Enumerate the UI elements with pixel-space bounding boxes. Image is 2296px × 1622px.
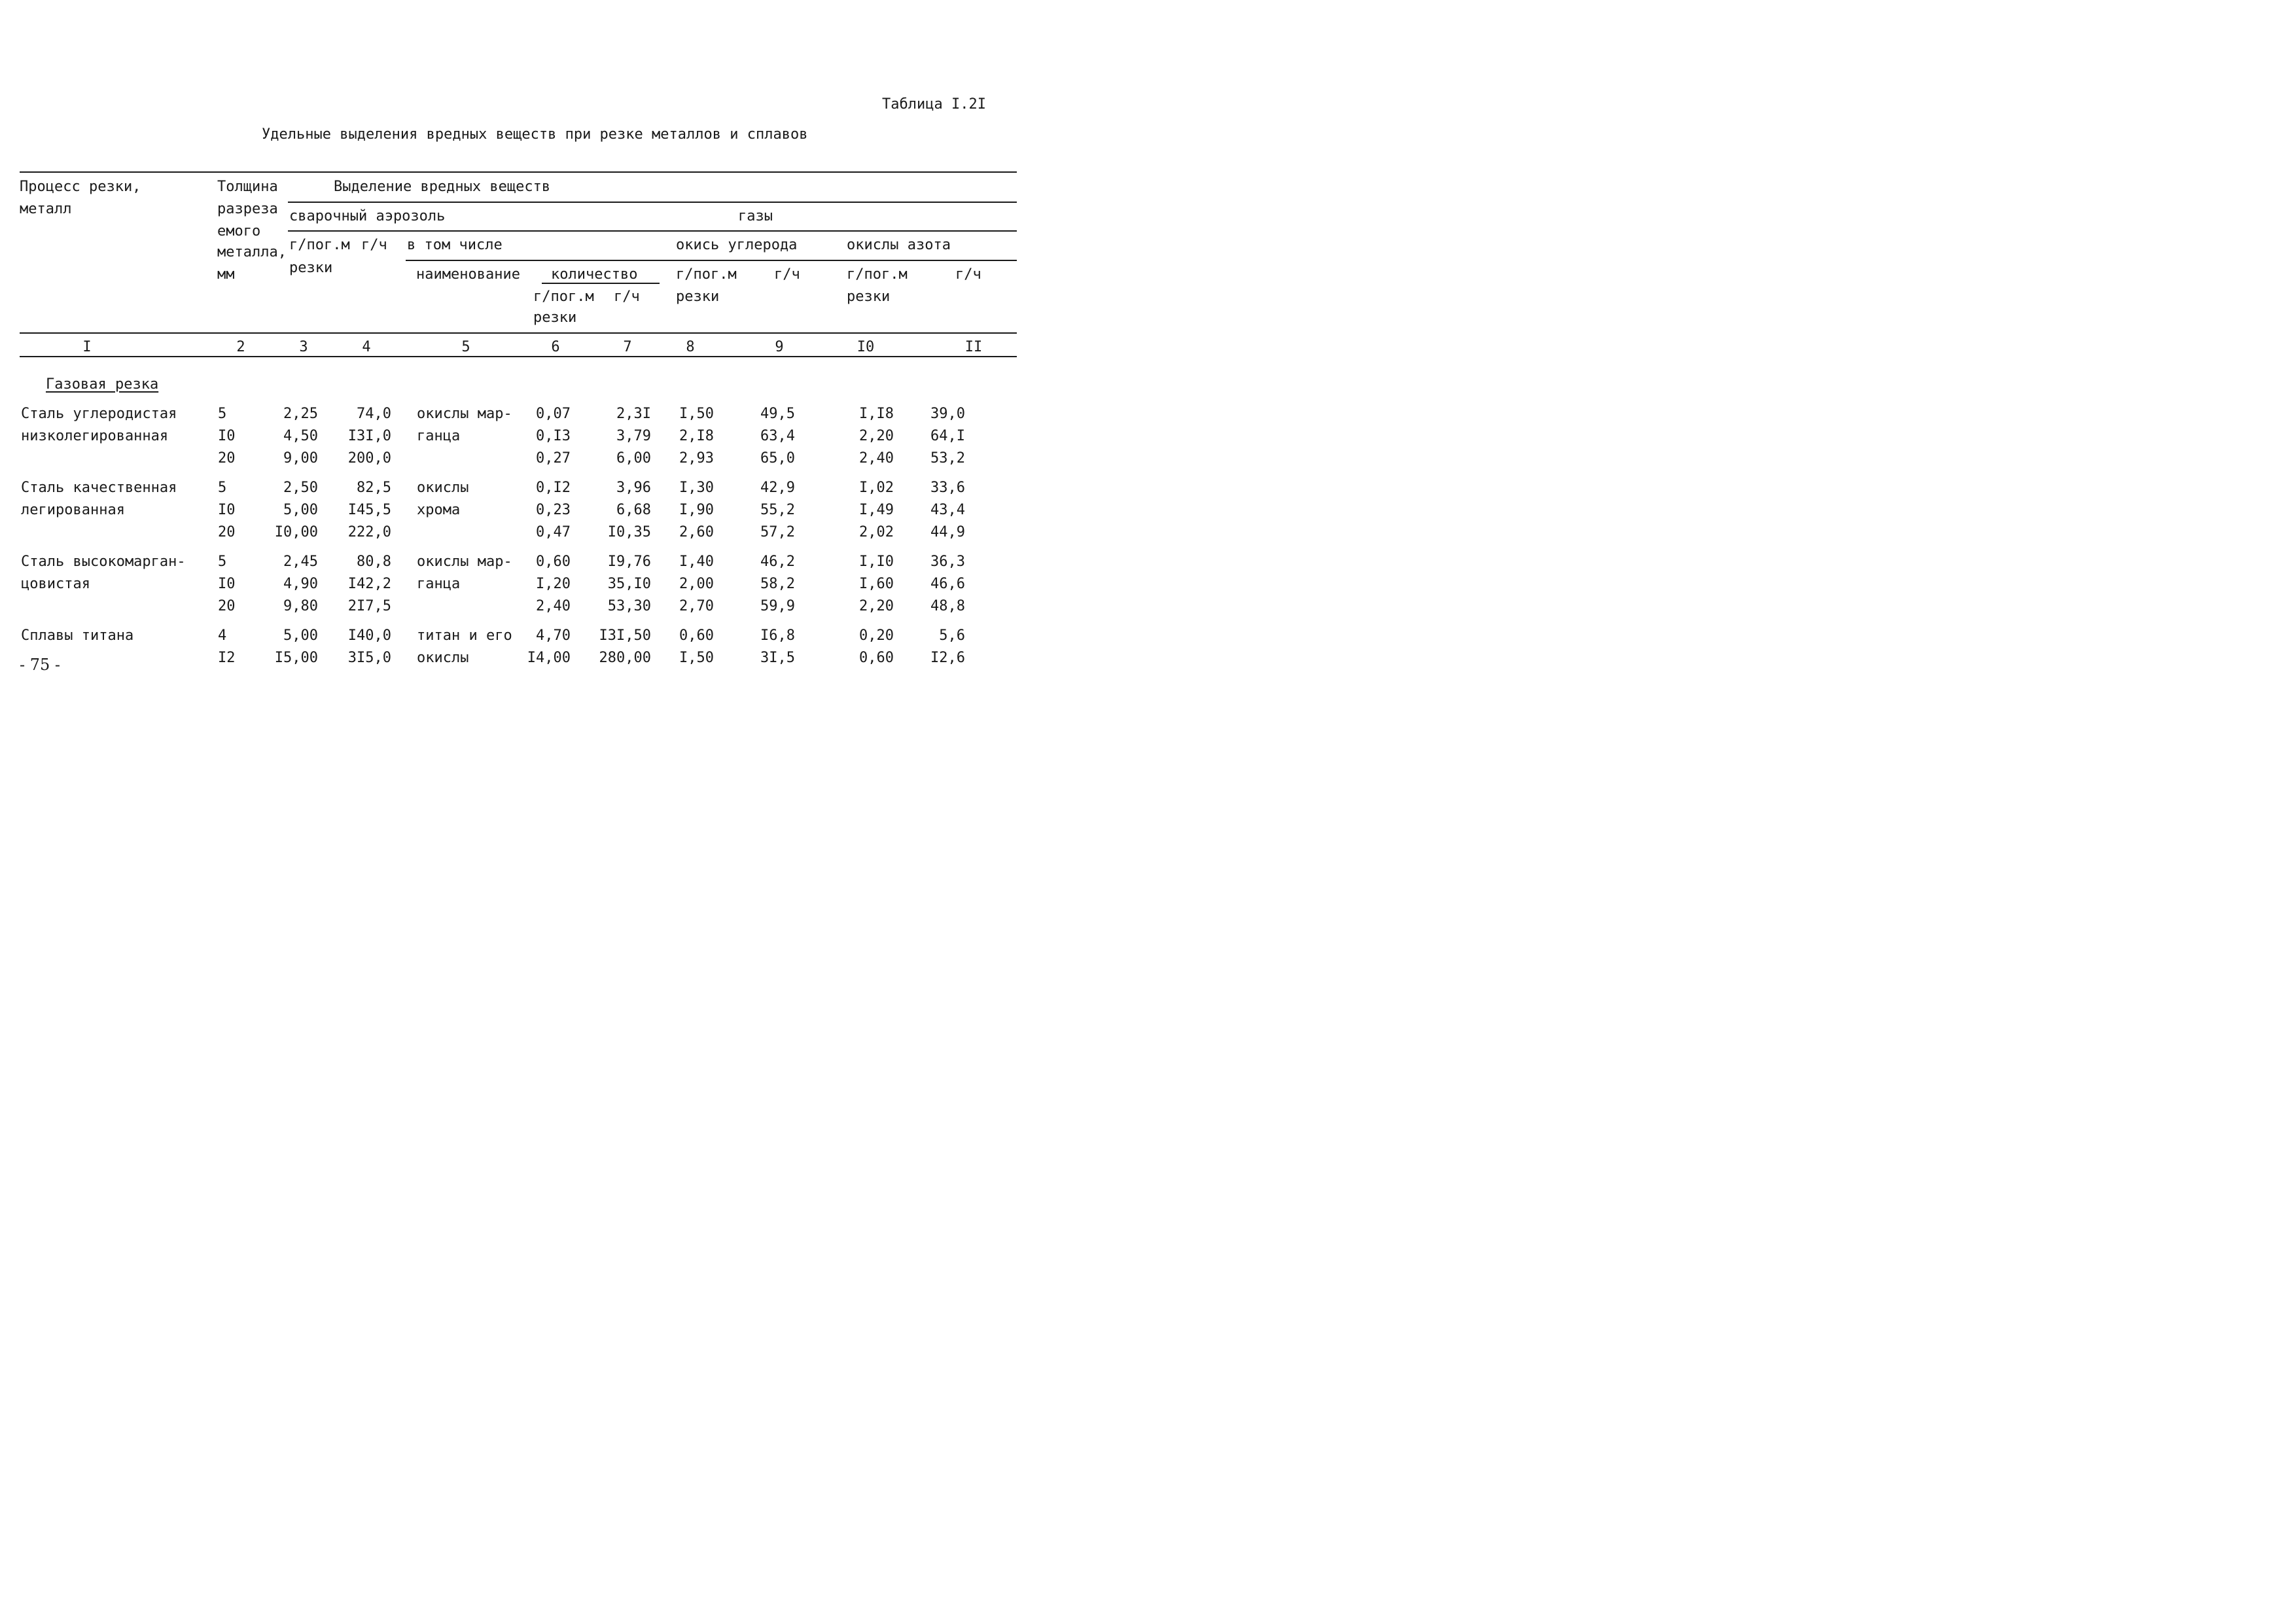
data-cell: 53,2 bbox=[930, 450, 965, 467]
data-cell: 65,0 bbox=[760, 450, 795, 467]
header-aerosol-cut: резки bbox=[289, 260, 333, 276]
data-cell: 0,60 bbox=[679, 627, 714, 644]
data-cell: 55,2 bbox=[760, 502, 795, 518]
data-cell: 0,23 bbox=[536, 502, 571, 518]
data-cell: 74,0 bbox=[357, 406, 391, 422]
thickness-cell: I2 bbox=[218, 650, 236, 666]
data-cell: I,49 bbox=[859, 502, 894, 518]
data-cell: I,90 bbox=[679, 502, 714, 518]
header-aerosol-gpm: г/пог.м bbox=[289, 237, 350, 253]
data-cell: 59,9 bbox=[760, 598, 795, 614]
col-number: 4 bbox=[362, 339, 371, 355]
metal-name: низколегированная bbox=[21, 428, 169, 444]
data-cell: I,30 bbox=[679, 480, 714, 496]
data-cell: 46,2 bbox=[760, 554, 795, 570]
data-cell: 200,0 bbox=[347, 450, 391, 467]
page-number-mark: - 75 - bbox=[20, 656, 61, 674]
data-cell: 5,6 bbox=[939, 627, 965, 644]
data-cell: I6,8 bbox=[760, 627, 795, 644]
data-cell: 36,3 bbox=[930, 554, 965, 570]
data-cell: 2,20 bbox=[859, 428, 894, 444]
data-cell: 43,4 bbox=[930, 502, 965, 518]
data-cell: 33,6 bbox=[930, 480, 965, 496]
thickness-cell: 20 bbox=[218, 450, 236, 467]
data-cell: 6,68 bbox=[616, 502, 651, 518]
substance-name: окислы мар- bbox=[417, 406, 512, 422]
col-number: 9 bbox=[775, 339, 784, 355]
data-cell: I3I,50 bbox=[599, 627, 651, 644]
data-cell: 4,90 bbox=[283, 576, 318, 592]
col-number: 2 bbox=[236, 339, 245, 355]
header-quantity-cut: резки bbox=[533, 309, 577, 326]
data-cell: 39,0 bbox=[930, 406, 965, 422]
thickness-cell: 20 bbox=[218, 524, 236, 540]
data-cell: 82,5 bbox=[357, 480, 391, 496]
header-aerosol-gh: г/ч bbox=[361, 237, 387, 253]
data-cell: 46,6 bbox=[930, 576, 965, 592]
header-thickness-4: металла, bbox=[217, 244, 287, 260]
data-cell: 6,00 bbox=[616, 450, 651, 467]
data-cell: 53,30 bbox=[607, 598, 651, 614]
substance-name: окислы bbox=[417, 480, 469, 496]
data-cell: 2,I8 bbox=[679, 428, 714, 444]
metal-name: Сталь высокомарган- bbox=[21, 554, 186, 570]
col-number: 7 bbox=[623, 339, 632, 355]
data-cell: 48,8 bbox=[930, 598, 965, 614]
header-nox: окислы азота bbox=[847, 237, 951, 253]
data-cell: I9,76 bbox=[607, 554, 651, 570]
data-cell: I,60 bbox=[859, 576, 894, 592]
data-cell: 4,70 bbox=[536, 627, 571, 644]
substance-name: хрома bbox=[417, 502, 461, 518]
header-thickness-2: разреза bbox=[217, 201, 278, 217]
data-cell: 0,07 bbox=[536, 406, 571, 422]
data-cell: I5,00 bbox=[274, 650, 318, 666]
col-number: 3 bbox=[299, 339, 308, 355]
data-cell: I,I8 bbox=[859, 406, 894, 422]
data-cell: I0,00 bbox=[274, 524, 318, 540]
substance-name: ганца bbox=[417, 428, 461, 444]
metal-name: легированная bbox=[21, 502, 125, 518]
header-process-1: Процесс резки, bbox=[20, 179, 141, 195]
data-cell: 2,02 bbox=[859, 524, 894, 540]
data-cell: 42,9 bbox=[760, 480, 795, 496]
header-quantity: количество bbox=[551, 266, 638, 283]
data-cell: I3I,0 bbox=[347, 428, 391, 444]
data-cell: 2I7,5 bbox=[347, 598, 391, 614]
data-cell: 0,I2 bbox=[536, 480, 571, 496]
header-emission: Выделение вредных веществ bbox=[334, 179, 551, 195]
col-number: II bbox=[964, 339, 983, 355]
header-nox-gh: г/ч bbox=[955, 266, 981, 283]
data-cell: 280,00 bbox=[599, 650, 651, 666]
data-cell: 0,60 bbox=[536, 554, 571, 570]
data-cell: I,20 bbox=[536, 576, 571, 592]
col-number: I0 bbox=[857, 339, 875, 355]
data-cell: 5,00 bbox=[283, 502, 318, 518]
data-cell: 2,60 bbox=[679, 524, 714, 540]
thickness-cell: 4 bbox=[218, 627, 227, 644]
rule-under-aerosol bbox=[288, 230, 1017, 232]
substance-name: окислы мар- bbox=[417, 554, 512, 570]
data-cell: I4,00 bbox=[527, 650, 571, 666]
header-co: окись углерода bbox=[676, 237, 798, 253]
header-nox-gpm: г/пог.м bbox=[847, 266, 908, 283]
data-cell: 49,5 bbox=[760, 406, 795, 422]
data-cell: I,I0 bbox=[859, 554, 894, 570]
section-heading: Газовая резка bbox=[46, 376, 159, 393]
header-co-gpm: г/пог.м bbox=[676, 266, 737, 283]
data-cell: 3,96 bbox=[616, 480, 651, 496]
header-aerosol: сварочный аэрозоль bbox=[289, 208, 446, 224]
header-thickness-1: Толщина bbox=[217, 179, 278, 195]
header-process-2: металл bbox=[20, 201, 72, 217]
substance-name: окислы bbox=[417, 650, 469, 666]
col-number: 6 bbox=[551, 339, 560, 355]
data-cell: 2,00 bbox=[679, 576, 714, 592]
data-cell: I2,6 bbox=[930, 650, 965, 666]
header-bottom-rule bbox=[20, 332, 1017, 334]
table-top-rule bbox=[20, 171, 1017, 173]
data-cell: 2,40 bbox=[859, 450, 894, 467]
data-cell: 0,I3 bbox=[536, 428, 571, 444]
data-cell: 63,4 bbox=[760, 428, 795, 444]
data-cell: I45,5 bbox=[347, 502, 391, 518]
metal-name: Сплавы титана bbox=[21, 627, 134, 644]
rule-under-emission bbox=[288, 202, 1017, 203]
data-cell: I,40 bbox=[679, 554, 714, 570]
thickness-cell: I0 bbox=[218, 502, 236, 518]
thickness-cell: I0 bbox=[218, 428, 236, 444]
metal-name: Сталь качественная bbox=[21, 480, 177, 496]
data-cell: 0,47 bbox=[536, 524, 571, 540]
data-cell: 5,00 bbox=[283, 627, 318, 644]
data-cell: 0,27 bbox=[536, 450, 571, 467]
data-cell: 64,I bbox=[930, 428, 965, 444]
data-cell: 2,3I bbox=[616, 406, 651, 422]
data-cell: 80,8 bbox=[357, 554, 391, 570]
rule-under-including bbox=[406, 260, 1017, 261]
data-cell: 2,70 bbox=[679, 598, 714, 614]
data-cell: 3,79 bbox=[616, 428, 651, 444]
data-cell: 3I5,0 bbox=[347, 650, 391, 666]
data-cell: 2,45 bbox=[283, 554, 318, 570]
data-cell: 0,20 bbox=[859, 627, 894, 644]
thickness-cell: 5 bbox=[218, 554, 227, 570]
data-cell: 58,2 bbox=[760, 576, 795, 592]
data-cell: 2,25 bbox=[283, 406, 318, 422]
data-cell: I,50 bbox=[679, 650, 714, 666]
thickness-cell: 5 bbox=[218, 406, 227, 422]
header-quantity-gh: г/ч bbox=[614, 289, 640, 305]
data-cell: 3I,5 bbox=[760, 650, 795, 666]
data-cell: 4,50 bbox=[283, 428, 318, 444]
data-cell: 57,2 bbox=[760, 524, 795, 540]
thickness-cell: 5 bbox=[218, 480, 227, 496]
header-including: в том числе bbox=[407, 237, 503, 253]
page-title: Удельные выделения вредных веществ при резке металлов и сплавов bbox=[262, 126, 808, 143]
data-cell: I40,0 bbox=[347, 627, 391, 644]
header-gases: газы bbox=[738, 208, 773, 224]
header-quantity-gpm: г/пог.м bbox=[533, 289, 594, 305]
data-cell: 35,I0 bbox=[607, 576, 651, 592]
data-cell: 2,93 bbox=[679, 450, 714, 467]
header-thickness-3: емого bbox=[217, 223, 261, 239]
col-number: 8 bbox=[686, 339, 695, 355]
metal-name: цовистая bbox=[21, 576, 90, 592]
data-cell: 2,20 bbox=[859, 598, 894, 614]
col-number: I bbox=[82, 339, 92, 355]
thickness-cell: I0 bbox=[218, 576, 236, 592]
table-label: Таблица I.2I bbox=[882, 96, 986, 113]
data-cell: I,02 bbox=[859, 480, 894, 496]
data-cell: I,50 bbox=[679, 406, 714, 422]
metal-name: Сталь углеродистая bbox=[21, 406, 177, 422]
data-cell: 44,9 bbox=[930, 524, 965, 540]
data-cell: 222,0 bbox=[347, 524, 391, 540]
header-co-cut: резки bbox=[676, 289, 720, 305]
substance-name: титан и его bbox=[417, 627, 512, 644]
thickness-cell: 20 bbox=[218, 598, 236, 614]
col-number: 5 bbox=[461, 339, 470, 355]
data-cell: I42,2 bbox=[347, 576, 391, 592]
header-nox-cut: резки bbox=[847, 289, 891, 305]
data-cell: 2,50 bbox=[283, 480, 318, 496]
data-cell: 2,40 bbox=[536, 598, 571, 614]
data-cell: I0,35 bbox=[607, 524, 651, 540]
data-cell: 0,60 bbox=[859, 650, 894, 666]
data-cell: 9,80 bbox=[283, 598, 318, 614]
data-cell: 9,00 bbox=[283, 450, 318, 467]
header-thickness-5: мм bbox=[217, 266, 235, 283]
header-substance-name: наименование bbox=[416, 266, 520, 283]
header-co-gh: г/ч bbox=[774, 266, 800, 283]
substance-name: ганца bbox=[417, 576, 461, 592]
